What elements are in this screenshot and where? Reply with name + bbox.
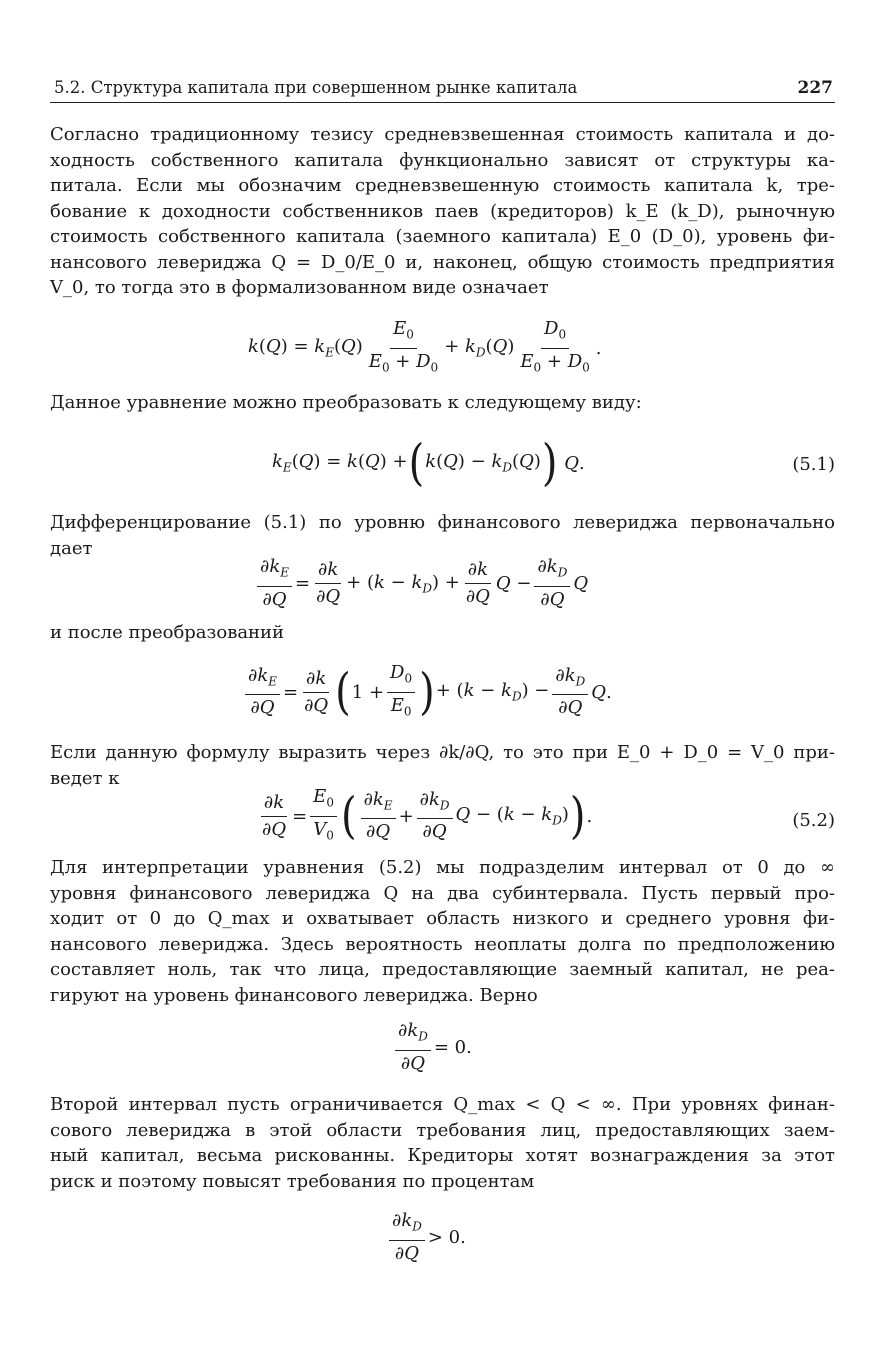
text-line: риск и поэтому повысят требования по процентам [50, 1170, 535, 1192]
paragraph-intro [50, 122, 835, 301]
equation-wacc: $k(Q) = k_E(Q)$ $\frac{E_0}{E_0 + D_0}$ + $k_D(Q)$ $\frac{D_0}{E_0 + D_0}$ . [248, 318, 602, 375]
text-line: нансового левериджа Q = D_0/E_0 и, наконец, общую стоимость предприятия [50, 251, 835, 273]
text-line: ный капитал, весьма рискованны. Кредиторы хотят вознаграждения за этот [50, 1145, 835, 1166]
text-line: Согласно традиционному тезису средневзвешенная стоимость капитала и до- [50, 124, 835, 145]
text-line: Для интерпретации уравнения (5.2) мы подразделим интервал от 0 до ∞ [50, 857, 835, 878]
equation-label: (5.2) [792, 810, 835, 831]
text-line: Если данную формулу выразить через ∂k/∂Q, то это при E_0 + D_0 = V_0 при- [50, 742, 835, 763]
paragraph-differentiation [50, 510, 835, 561]
paragraph-transform [50, 390, 835, 416]
text-line: Дифференцирование (5.1) по уровню финансового левериджа первоначально [50, 512, 835, 533]
equation-5-1: $k_E(Q) = k(Q)$ + ( $k(Q) - k_D(Q)$ ) Q. [272, 434, 585, 492]
equation-derivative-1: $\frac{\partial k_E}{\partial Q}$ = $\frac{\partial k}{\partial Q}$ + $(k - k_D)$ + $\frac{\partial k}{\partial Q}$ Q − $\frac{\partial k_D}{\partial Q}$ Q [254, 556, 588, 611]
text-line: питала. Если мы обозначим средневзвешенную стоимость капитала k, тре- [50, 175, 835, 196]
paragraph-after-transform [50, 620, 835, 646]
text-line: ходит от 0 до Q_max и охватывает область низкого и среднего уровня фи- [50, 908, 835, 929]
equation-positive: $\frac{\partial k_D}{\partial Q}$ > 0. [386, 1210, 466, 1265]
text-line: V_0, то тогда это в формализованном виде означает [50, 277, 549, 298]
paragraph-interpretation [50, 855, 835, 1008]
text-line: дает [50, 537, 93, 559]
text-line: составляет ноль, так что лица, предоставляющие заемный капитал, не реа- [50, 959, 835, 980]
running-title: 5.2. Структура капитала при совершенном рынке капитала [54, 78, 578, 97]
text-line: Второй интервал пусть ограничивается Q_max < Q < ∞. При уровнях финан- [50, 1094, 835, 1115]
text-line: гируют на уровень финансового левериджа. Верно [50, 984, 538, 1006]
text-line: ведет к [50, 767, 120, 789]
paragraph-second-interval [50, 1092, 835, 1194]
text-line: нансового левериджа. Здесь вероятность неоплаты долга по предположению [50, 933, 835, 955]
text-line: и после преобразований [50, 622, 285, 643]
text-line: бование к доходности собственников паев (кредиторов) k_E (k_D), рыночную [50, 200, 835, 222]
text-line: сового левериджа в этой области требования лиц, предоставляющих заем- [50, 1119, 835, 1141]
running-header [50, 74, 835, 103]
text-line: стоимость собственного капитала (заемного капитала) E_0 (D_0), уровень фи- [50, 226, 835, 247]
equation-5-2: $\frac{\partial k}{\partial Q}$ = $\frac{E_0}{V_0}$ ( $\frac{\partial k_E}{\partial Q}$ + $\frac{\partial k_D}{\partial Q}$ $Q - (k - k_D)$ ) . [262, 786, 593, 845]
text-line: уровня финансового левериджа Q на два субинтервала. Пусть первый про- [50, 882, 835, 904]
equation-zero: $\frac{\partial k_D}{\partial Q}$ = 0. [392, 1020, 472, 1075]
equation-label: (5.1) [792, 454, 835, 475]
text-line: ходность собственного капитала функционально зависят от структуры ка- [50, 149, 835, 171]
paragraph-express [50, 740, 835, 791]
text-line: Данное уравнение можно преобразовать к следующему виду: [50, 392, 642, 413]
equation-derivative-2: $\frac{\partial k_E}{\partial Q}$ = $\frac{\partial k}{\partial Q}$ ( 1 + $\frac{D_0}{E_0}$ ) + $(k - k_D)$ − $\frac{\partial k_D}{\partial Q}$ Q. [242, 662, 612, 722]
page-number: 227 [797, 78, 833, 98]
